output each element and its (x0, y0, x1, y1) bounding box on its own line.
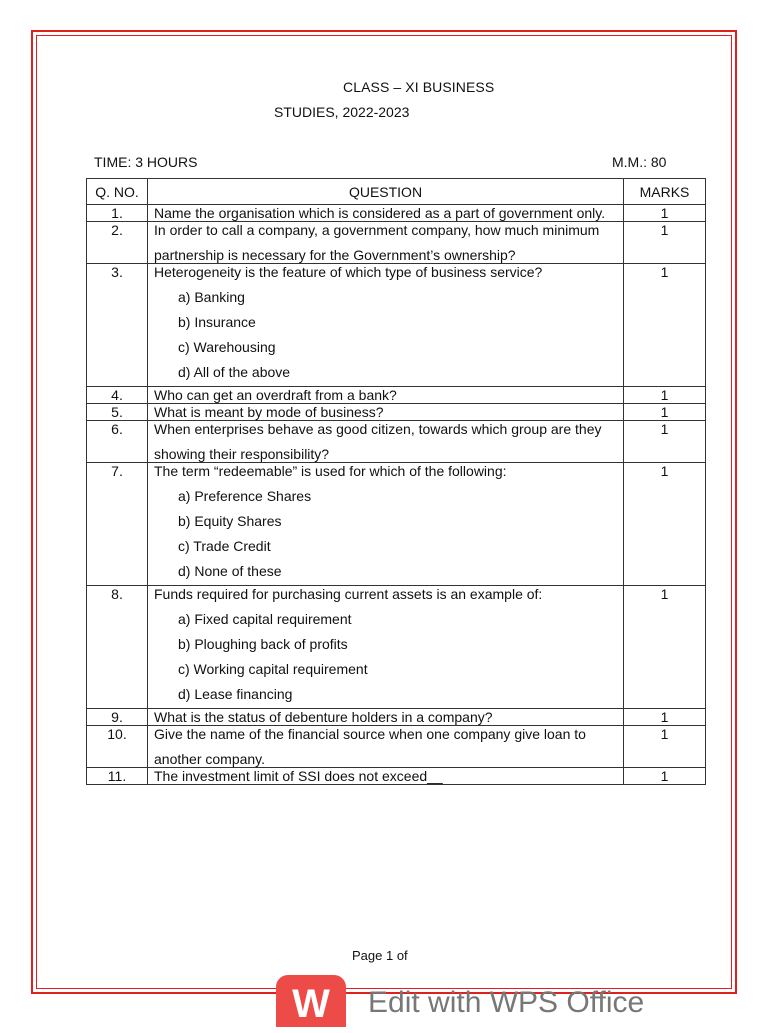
option-item: d) Lease financing (178, 686, 293, 702)
table-row (87, 205, 706, 222)
page-number: Page 1 of (352, 948, 408, 963)
table-row (87, 387, 706, 404)
question-text: another company. (154, 751, 266, 767)
wps-logo-icon: W (276, 975, 346, 1027)
option-item: b) Insurance (178, 314, 256, 330)
question-number: 8. (87, 586, 148, 709)
table-row (87, 404, 706, 421)
question-marks: 1 (624, 463, 706, 586)
table-row (87, 709, 706, 726)
option-item: c) Trade Credit (178, 538, 271, 554)
document-title-line2: STUDIES, 2022-2023 (274, 104, 410, 120)
question-marks: 1 (624, 205, 706, 222)
option-item: b) Equity Shares (178, 513, 282, 529)
question-text-cell (148, 586, 624, 709)
question-number: 6. (87, 421, 148, 463)
question-text: What is meant by mode of business? (154, 404, 384, 420)
option-item: c) Warehousing (178, 339, 276, 355)
table-header-row (87, 179, 706, 205)
column-header-question: QUESTION (148, 179, 624, 205)
question-marks: 1 (624, 404, 706, 421)
question-number: 2. (87, 222, 148, 264)
question-text: showing their responsibility? (154, 446, 330, 462)
question-text-cell (148, 421, 624, 463)
question-text: When enterprises behave as good citizen, towards which group are they (154, 421, 602, 437)
option-item: d) None of these (178, 563, 282, 579)
question-number: 3. (87, 264, 148, 387)
question-number: 1. (87, 205, 148, 222)
question-text-cell (148, 726, 624, 768)
question-number: 9. (87, 709, 148, 726)
question-marks: 1 (624, 726, 706, 768)
question-text: In order to call a company, a government company, how much minimum (154, 222, 600, 238)
questions-table (86, 178, 706, 785)
question-text-cell (148, 222, 624, 264)
table-row (87, 421, 706, 463)
question-text: Who can get an overdraft from a bank? (154, 387, 397, 403)
questions-body (87, 205, 706, 785)
question-text: What is the status of debenture holders in a company? (154, 709, 493, 725)
exam-time: TIME: 3 HOURS (94, 154, 198, 170)
question-text: Name the organisation which is considered as a part of government only. (154, 205, 606, 221)
question-text: The term “redeemable” is used for which of the following: (154, 463, 507, 479)
question-text-cell (148, 404, 624, 421)
wps-watermark (274, 972, 694, 1024)
question-text-cell (148, 463, 624, 586)
question-text-cell (148, 768, 624, 785)
table-row (87, 768, 706, 785)
question-number: 7. (87, 463, 148, 586)
option-list (154, 289, 617, 386)
question-text-cell (148, 709, 624, 726)
option-item: a) Fixed capital requirement (178, 611, 352, 627)
option-item: d) All of the above (178, 364, 291, 380)
question-number: 10. (87, 726, 148, 768)
question-text: Give the name of the financial source when one company give loan to (154, 726, 586, 742)
table-row (87, 586, 706, 709)
max-marks: M.M.: 80 (612, 154, 667, 170)
question-marks: 1 (624, 264, 706, 387)
option-item: c) Working capital requirement (178, 661, 368, 677)
wps-watermark-text: Edit with WPS Office (368, 986, 645, 1019)
column-header-qno: Q. NO. (87, 179, 148, 205)
table-row (87, 463, 706, 586)
question-text-cell (148, 264, 624, 387)
question-marks: 1 (624, 421, 706, 463)
table-row (87, 726, 706, 768)
question-marks: 1 (624, 768, 706, 785)
question-text: The investment limit of SSI does not exceed__ (154, 768, 443, 784)
option-item: a) Banking (178, 289, 245, 305)
question-number: 5. (87, 404, 148, 421)
question-text-cell (148, 387, 624, 404)
question-marks: 1 (624, 387, 706, 404)
question-marks: 1 (624, 586, 706, 709)
question-text-cell (148, 205, 624, 222)
question-marks: 1 (624, 709, 706, 726)
question-text: Funds required for purchasing current assets is an example of: (154, 586, 543, 602)
column-header-marks: MARKS (624, 179, 706, 205)
table-row (87, 264, 706, 387)
question-text: partnership is necessary for the Government’s ownership? (154, 247, 516, 263)
question-text: Heterogeneity is the feature of which type of business service? (154, 264, 543, 280)
option-list (154, 488, 617, 585)
option-item: b) Ploughing back of profits (178, 636, 348, 652)
option-item: a) Preference Shares (178, 488, 312, 504)
table-row (87, 222, 706, 264)
document-title-line1: CLASS – XI BUSINESS (343, 79, 495, 95)
question-number: 4. (87, 387, 148, 404)
question-marks: 1 (624, 222, 706, 264)
question-number: 11. (87, 768, 148, 785)
option-list (154, 611, 617, 708)
